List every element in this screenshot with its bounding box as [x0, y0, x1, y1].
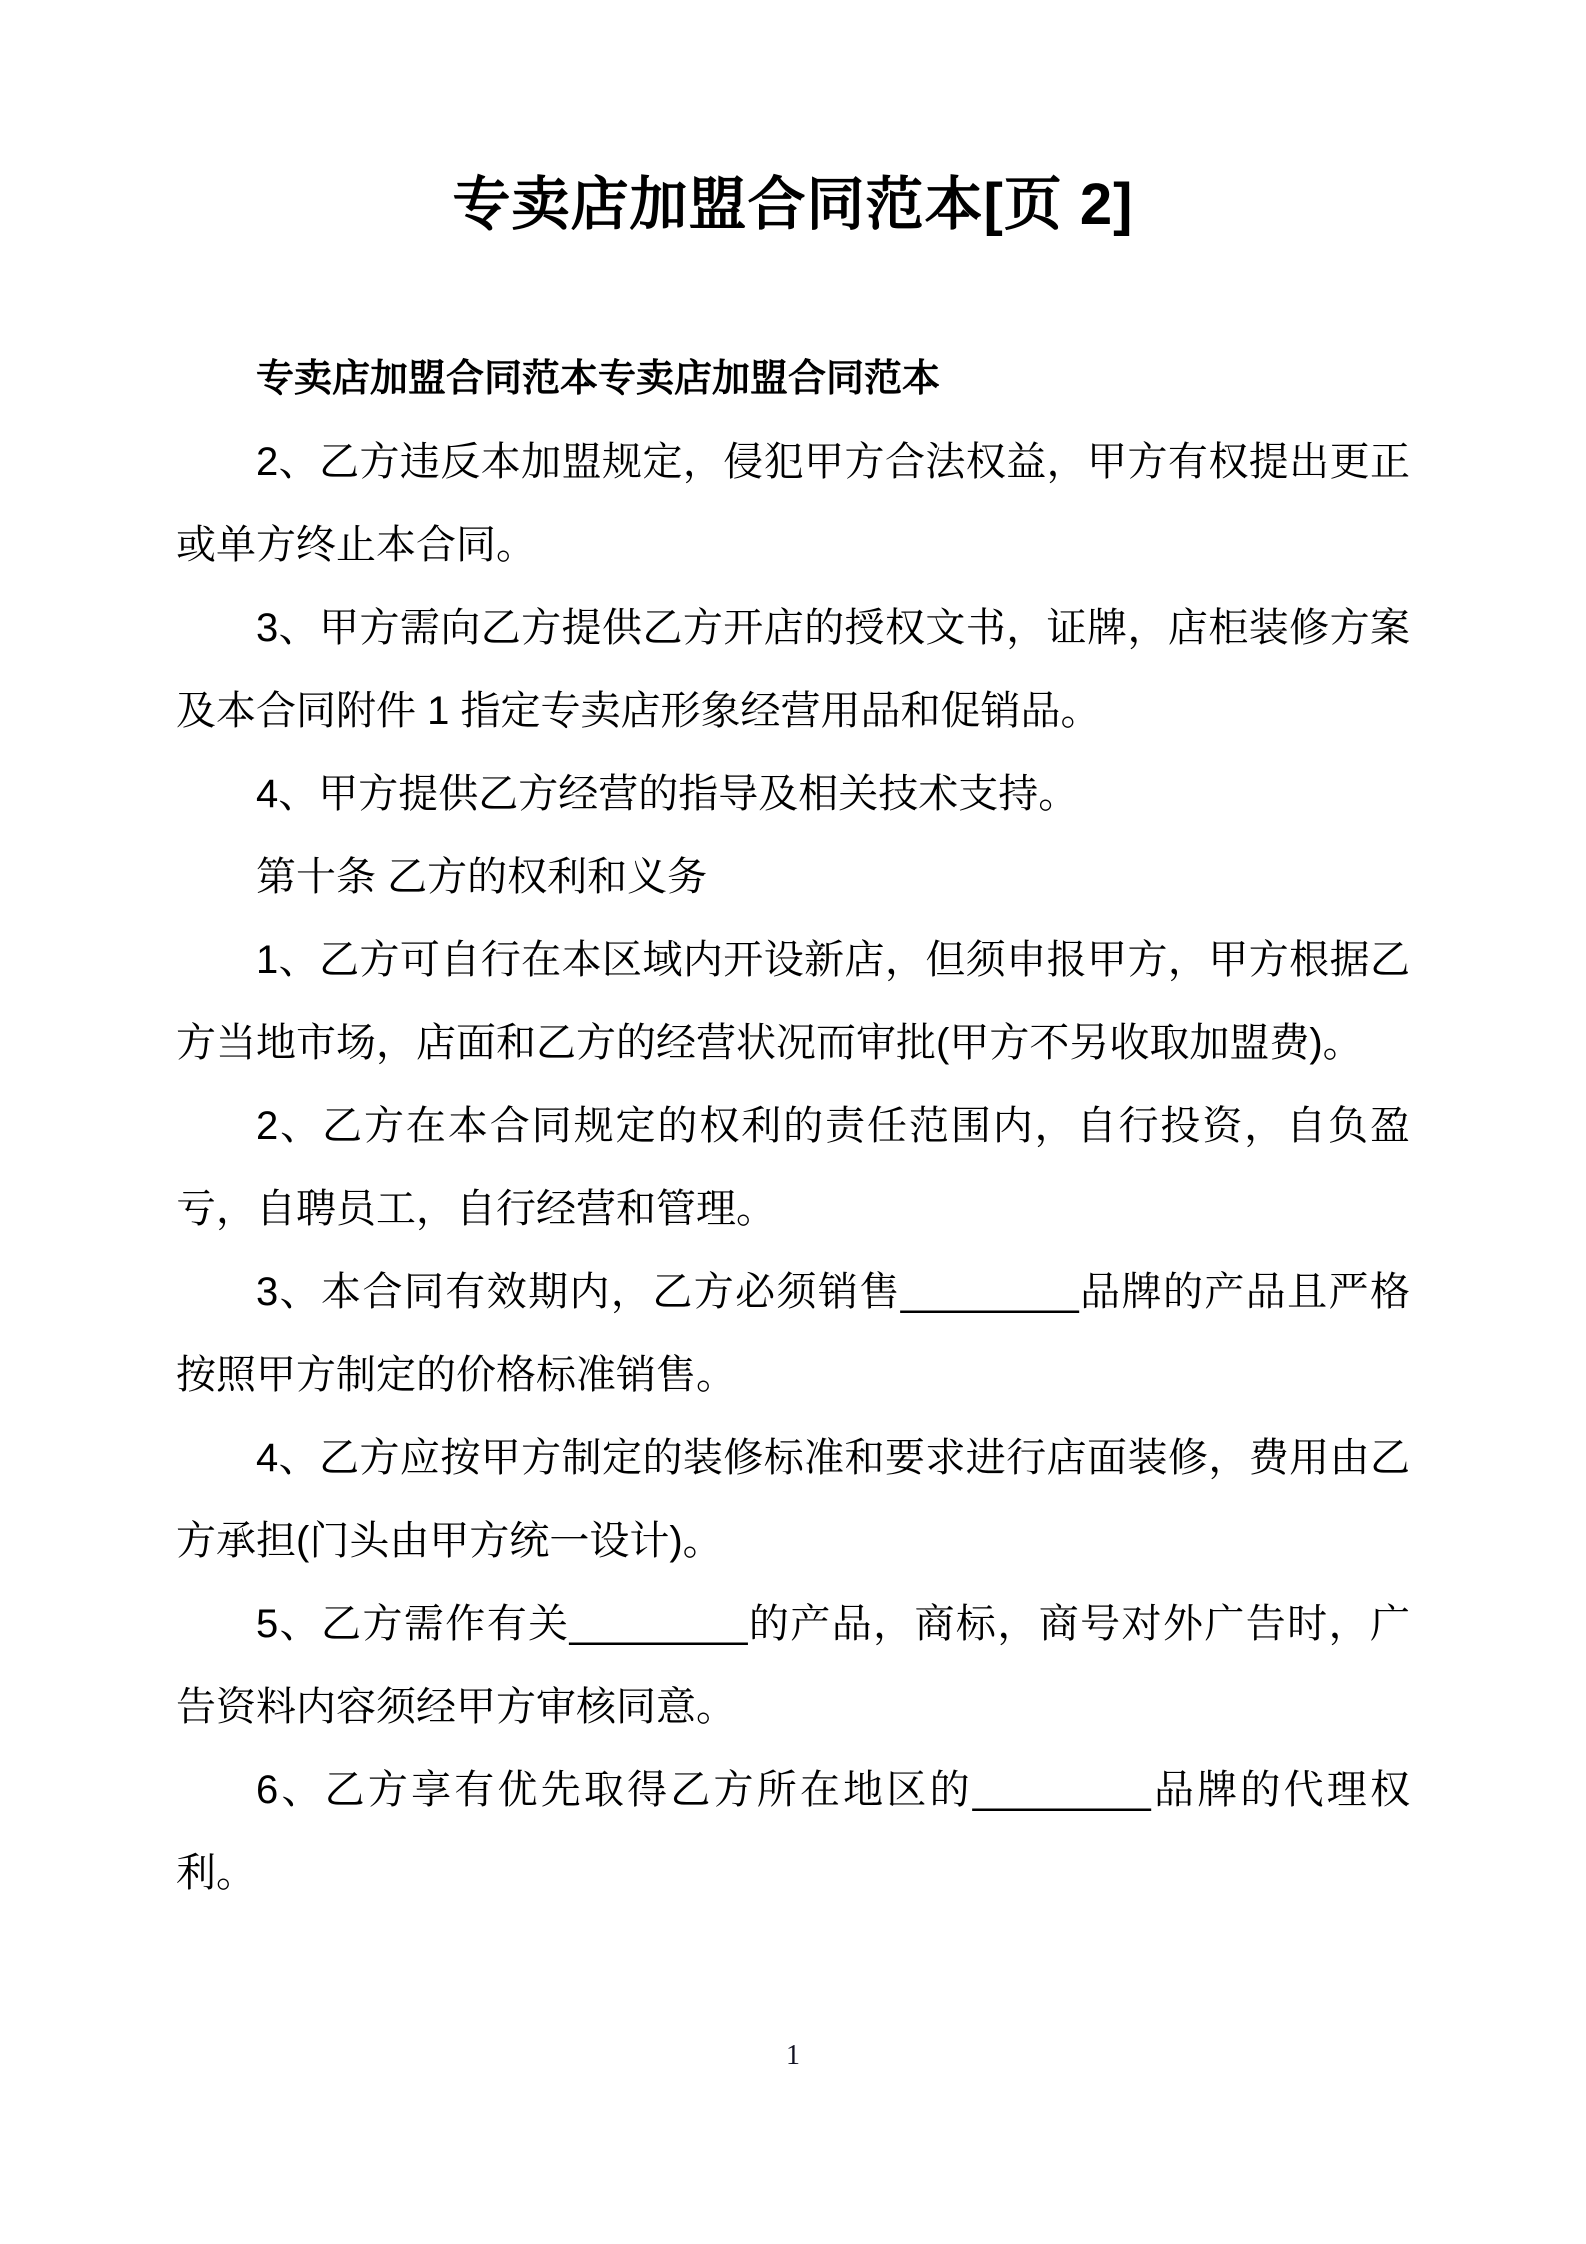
paragraph-article-10-heading: 第十条 乙方的权利和义务 — [256, 854, 708, 899]
paragraph-repeated-title: 专卖店加盟合同范本专卖店加盟合同范本 — [256, 357, 941, 400]
contract-body — [176, 338, 1410, 1915]
paragraph-article10-item-3: 3、本合同有效期内，乙方必须销售________品牌的产品且严格按照甲方制定的价格标准销售。 — [176, 1269, 1410, 1397]
document-title: 专卖店加盟合同范本[页 2] — [452, 172, 1134, 237]
paragraph-article10-item-1: 1、乙方可自行在本区域内开设新店，但须申报甲方，甲方根据乙方当地市场，店面和乙方的经营状况而审批(甲方不另收取加盟费)。 — [176, 937, 1410, 1065]
paragraph-clause-4: 4、甲方提供乙方经营的指导及相关技术支持。 — [256, 771, 1079, 816]
paragraph-article10-item-5: 5、乙方需作有关________的产品，商标，商号对外广告时，广告资料内容须经甲方审核同意。 — [176, 1601, 1410, 1729]
paragraph-article10-item-2: 2、乙方在本合同规定的权利的责任范围内，自行投资，自负盈亏，自聘员工，自行经营和管理。 — [176, 1103, 1410, 1231]
paragraph-clause-2: 2、乙方违反本加盟规定，侵犯甲方合法权益，甲方有权提出更正或单方终止本合同。 — [176, 439, 1410, 567]
paragraph-article10-item-6: 6、乙方享有优先取得乙方所在地区的________品牌的代理权利。 — [176, 1767, 1410, 1895]
document-content — [176, 170, 1410, 1915]
paragraph-clause-3: 3、甲方需向乙方提供乙方开店的授权文书，证牌，店柜装修方案及本合同附件 1 指定专卖店形象经营用品和促销品。 — [176, 605, 1410, 733]
page-number: 1 — [786, 2040, 800, 2071]
paragraph-article10-item-4: 4、乙方应按甲方制定的装修标准和要求进行店面装修，费用由乙方承担(门头由甲方统一设计)。 — [176, 1435, 1410, 1563]
